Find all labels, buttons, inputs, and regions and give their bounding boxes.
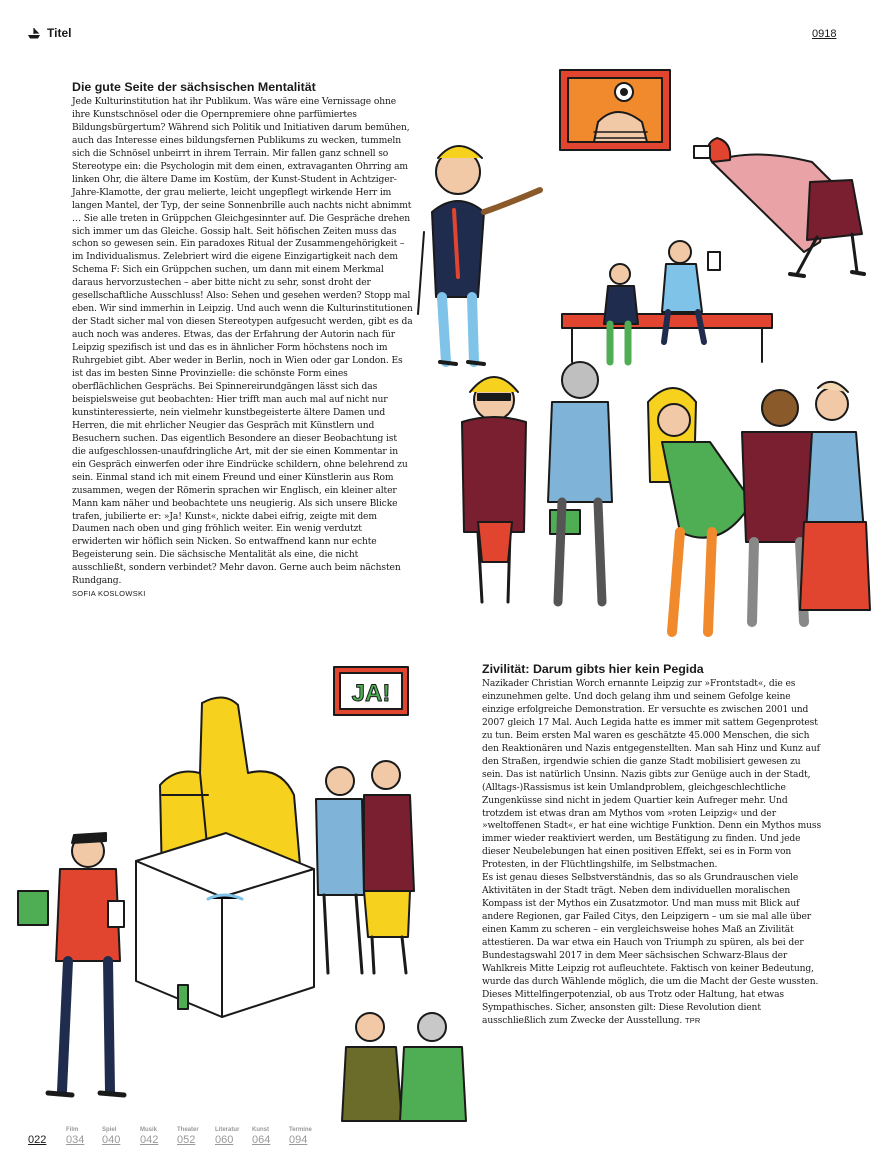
two-men-drinking xyxy=(316,761,414,973)
section-title: Titel xyxy=(47,26,72,40)
running-header xyxy=(28,26,71,40)
woman-sunglasses xyxy=(462,377,526,602)
footer-link-film[interactable]: Film 034 xyxy=(66,1127,85,1146)
article-mentality xyxy=(72,80,413,598)
author-byline: SOFIA KOSLOWSKI xyxy=(72,589,146,599)
footer-link-literatur[interactable]: Literatur 060 xyxy=(215,1127,240,1146)
article-civility xyxy=(482,662,824,1028)
article-title: Die gute Seite der sächsischen Mentalität xyxy=(72,80,316,94)
framed-painting xyxy=(560,70,670,150)
footer-link-kunst[interactable]: Kunst 064 xyxy=(252,1127,271,1146)
man-with-paper xyxy=(18,833,124,1095)
boat-icon xyxy=(28,28,40,39)
article-paragraph xyxy=(482,872,824,1027)
author-initials: TPR xyxy=(684,1015,701,1025)
ja-sign-text: JA! xyxy=(351,680,391,707)
footer-link-spiel[interactable]: Spiel 040 xyxy=(102,1127,121,1146)
article-paragraph: Nazikader Christian Worch ernannte Leipzig zur »Frontstadt«, die es einzunehmen gelte. Und doch gelang ihm und seinem Gefolge keine einzige erfolgreiche Demonstration. Er versuchte es zwischen 2001 und 2007 gleich 17 Mal. Auch Legida hatte es immer mit sattem Gegenprotest zu tun. Beim ersten Mal waren es geschätzte 45.000 Menschen, die sich den Reaktionären und Nazis entgegenstellten. Man sah Hinz und Kunz auf den Straßen, irgendwie schien die ganze Stadt mobilisiert gewesen zu sein. Das ist natürlich Unsinn. Nazis gibts zur Genüge auch in der Stadt, (Alltags-)Rassismus ist kein Umlandproblem, gleichgeschlechtliche Zungenküsse sind nicht in jedem Quartier kein Aufreger mehr. Und trotzdem ist etwas dran am Mythos vom »roten Leipzig« und der »weltoffenen Stadt«, er hat eine wichtige Funktion. Denn ein Mythos muss immer wieder reaktiviert werden, um Bestätigung zu finden. Und jede dieser Neubelebungen hat einen positiven Effekt, sei es in Form von Protesten, in der Flüchtlingshilfe, im Selbstmachen. xyxy=(482,679,822,871)
article-title: Zivilität: Darum gibts hier kein Pegida xyxy=(482,662,704,676)
pregnant-woman xyxy=(648,388,752,632)
ja-sign xyxy=(334,667,408,715)
current-page-number: 022 xyxy=(28,1134,47,1146)
man-with-horn xyxy=(418,146,540,364)
footer-link-termine[interactable]: Termine 094 xyxy=(289,1127,312,1146)
man-with-bag xyxy=(548,362,612,602)
middle-finger-illustration xyxy=(12,655,476,1123)
embracing-couple xyxy=(742,382,870,622)
issue-number: 0918 xyxy=(812,28,837,40)
paragraph-text: Es ist genau dieses Selbstverständnis, das so als Grundrauschen viele Aktivitäten in der Stadt trägt. Neben dem individuellen moralischen Kompass ist der Mythos ein Zusatzmotor. Und man muss mit Blick auf andere Regionen, gar Failed Citys, den Leipzigern – um sie mal alle über einen Kamm zu scheren – ein vergleichsweise hohes Maß an Zivilität attestieren. Da war etwa ein Hauch von Triumph zu spüren, als bei der Bundestagswahl 2017 in dem Meer sächsischen Schwarz-Blaus der Wahlkreis Mitte Leipzig rot aufleuchtete. Faktisch von keiner Bedeutung, wurde das durch Wählende möglich, die um die Macht der Geste wussten. Dieses Mittelfingerpotenzial, ob aus Trotz oder Haltung, hat etwas Sympathisches. Sicher, ansonsten gilt: Diese Revolution dient ausschließlich zum Zwecke der Ausstellung. xyxy=(482,873,819,1026)
elderly-couple xyxy=(342,1013,466,1121)
footer-link-musik[interactable]: Musik 042 xyxy=(140,1127,159,1146)
gallery-visitors-illustration xyxy=(412,62,872,652)
article-body: Jede Kulturinstitution hat ihr Publikum. Was wäre eine Vernissage ohne ihre Kunstschnösel oder die Opernpremiere ohne parfümiertes Bildungsbürgertum? Während sich Politik und Initiativen darum bemühen, auch das Interesse eines bildungsfernen Publikums zu wecken, tummeln sich die Schnösel unbeirrt in ihrem Terrain. Mir fallen ganz schnell so Stereotype ein: die Psychologin mit dem einen, extravaganten Ohrring am linken Ohr, die ältere Dame im Kostüm, der Kunst-Student in Achtziger-Jahre-Klamotte, der grau melierte, leicht ungepflegt wirkende Herr im langen Mantel, der Typ, der seine Sonnenbrille auch nachts nicht abnimmt … Sie alle treten in Grüppchen Gleichgesinnter auf. Die Gespräche drehen sich immer um das Gleiche. Gossip halt. Seit höfischen Zeiten muss das schon so gewesen sein. Ein paradoxes Ritual der Zusammengehörigkeit – im Individualismus. Zelebriert wird die eigene Einzigartigkeit nach dem Schema F: Sich ein Grüppchen suchen, um dann mit einem Merkmal daraus hervorzustechen – aber bitte nicht zu sehr, sonst droht der gesellschaftliche Ausschluss! Also: Sehen und gesehen werden? Stopp mal eben. Wir sind immerhin in Leipzig. Und auch wenn die Kulturinstitutionen der Stadt sicher mal von diesen Stereotypen aufgesucht werden, gibt es da auch noch was anderes. Etwas, das der Erfahrung der Autorin nach für Leipzig spezifisch ist und das es in ähnlicher Form höchstens noch im Ruhrgebiet gibt. Aber weder in Berlin, noch in Wien oder gar London. Es ist das im besten Sinne Provinzielle: die schönste Form eines oberflächlichen Gesprächs. Bei Spinnereirundgängen lässt sich das beispielsweise gut beobachten: Hier trifft man auch mal auf nicht nur kunstinteressierte, nein vielmehr kunstbegeisterte ältere Damen und Herren, die mit ehrlicher Neugier das Gespräch mit Künstlern und Besuchern suchen. Das eigentlich Besondere an dieser Beobachtung ist die aufgeschlossen-unaufdringliche Art, mit der sie einen Kommentar in ein Gespräch einwerfen oder ihre Eindrücke schildern, ohne belehrend zu sein. Einmal stand ich mit einem Freund und einer Künstlerin aus Rom zusammen, wegen der Römerin sprachen wir Englisch, ein kleiner alter Mann kam näher und beobachtete uns neugierig. Als sich unsere Blicke trafen, jubilierte er: »Ja! Kunst«, nickte dabei eifrig, zeigte mit dem Daumen nach oben und ging fröhlich weiter. Ein wenig verdutzt erwiderten wir höflich sein Nicken. So entwaffnend kann nur echte Begeisterung sein. Die sächsische Mentalität als eine, die nicht ausschließt, sondern verbindet? Mehr davon. Gerne auch beim nächsten Rundgang. xyxy=(72,97,413,587)
footer-link-theater[interactable]: Theater 052 xyxy=(177,1127,199,1146)
bench-with-children xyxy=(562,241,772,362)
plinth xyxy=(136,833,314,1017)
